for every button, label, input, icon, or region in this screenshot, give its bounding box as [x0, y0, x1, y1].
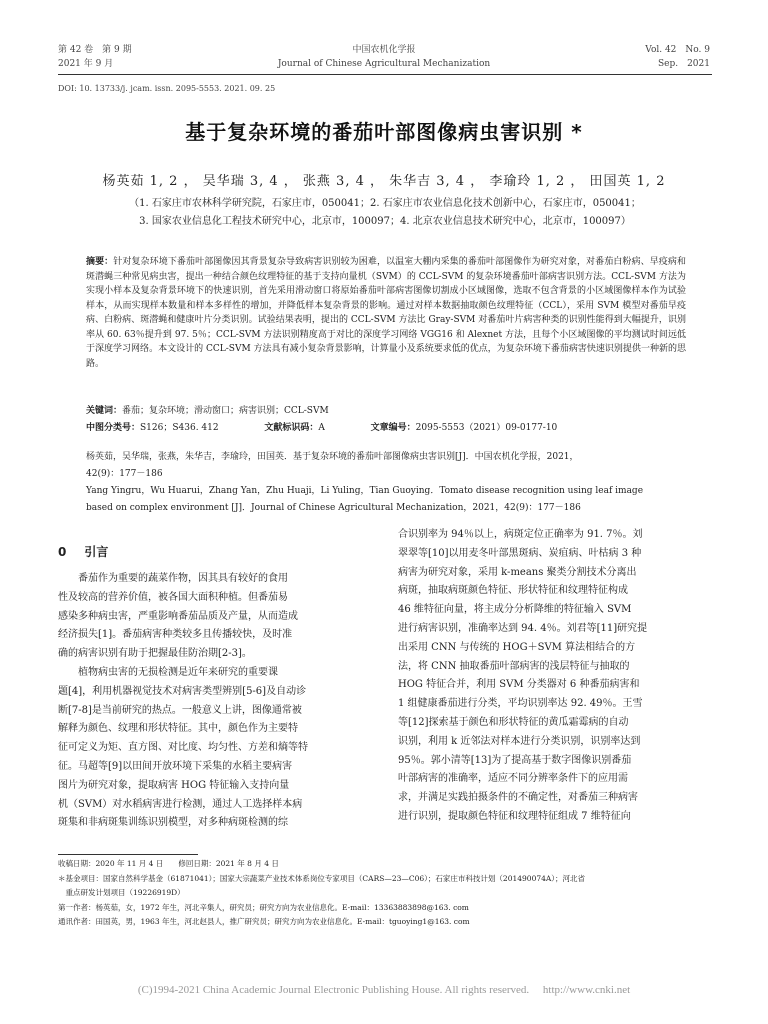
body-text-line: 经济损失[1]。番茄病害种类较多且传播较快，及时准	[58, 629, 293, 641]
body-text-line: 46 维特征向量，将主成分分析降维的特征输入 SVM	[398, 604, 632, 616]
citation-block	[86, 449, 686, 517]
body-text-line: 进行识别，提取颜色特征和纹理特征组成 7 维特征向	[398, 810, 631, 822]
copyright-footer: (C)1994-2021 China Academic Journal Electronic Publishing House. All rights reserved. http://www.cnki.net	[137, 984, 631, 996]
article-no-value: 2095-5553（2021）09-0177-10	[415, 423, 558, 433]
body-text-line: 斑集和非病斑集训练识别模型，对多种病斑检测的综	[58, 817, 288, 829]
citation-cn-line-1: 杨英茹，吴华瑞，张燕，朱华吉，李瑜玲，田国英．基于复杂环境的番茄叶部图像病虫害识别[J]．中国农机化学报，2021，	[86, 452, 579, 462]
body-text-line: 翠翠等[10]以用麦冬叶部黑斑病、炭疽病、叶枯病 3 种	[398, 547, 642, 559]
keywords	[86, 403, 329, 416]
body-text-line: 合识别率为 94％以上，病斑定位正确率为 91. 7％。刘	[398, 529, 643, 540]
body-text-line: 病害为研究对象，采用 k-means 聚类分割技术分离出	[398, 566, 637, 578]
article-no-label: 文章编号：	[370, 423, 416, 433]
clc-value: S126；S436. 412	[140, 423, 219, 433]
keywords-label: 关键词：	[86, 406, 123, 416]
body-text-line: 95％。郭小清等[13]为了提高基于数字图像识别番茄	[398, 754, 632, 766]
body-text-line: 识别，利用 k 近邻法对样本进行分类识别，识别率达到	[398, 735, 641, 747]
left-column	[58, 570, 376, 833]
keywords-text: 番茄；复杂环境；滑动窗口；病害识别；CCL-SVM	[122, 406, 329, 416]
doc-code-label: 文献标识码：	[264, 423, 319, 433]
footnote-line: 第一作者：杨英茹，女，1972 年生，河北辛集人，研究员；研究方向为农业信息化。E-mail：13363883898@163. com	[58, 902, 469, 912]
footnote-line: ＊基金项目：国家自然科学基金（61871041）；国家大宗蔬菜产业技术体系岗位专家项目（CARS—23—C06）；石家庄市科技计划（201490074A）；河北省	[58, 873, 586, 883]
volume-issue: 第 42 卷 第 9 期	[58, 45, 132, 55]
body-text-line: 番茄作为重要的蔬菜作物，因其具有较好的食用	[58, 573, 288, 584]
footnotes	[58, 857, 718, 930]
citation-en-line-1: Yang Yingru，Wu Huarui，Zhang Yan，Zhu Huaji，Li Yuling，Tian Guoying．Tomato disease recognition using leaf image	[86, 486, 644, 496]
author-list: 杨英茹 1, 2 ， 吴华瑞 3, 4 ， 张燕 3, 4 ， 朱华吉 3, 4 ， 李瑜玲 1, 2 ， 田国英 1, 2	[102, 174, 666, 189]
abstract	[86, 255, 686, 371]
body-text-line: 征可定义为矩、直方图、对比度、均匀性、方差和熵等特	[58, 742, 308, 754]
article-title: 基于复杂环境的番茄叶部图像病虫害识别 *	[185, 120, 583, 144]
body-text-line: 叶部病害的准确率，适应不同分辨率条件下的应用需	[398, 773, 628, 785]
doi: DOI: 10. 13733/j. jcam. issn. 2095-5553. 2021. 09. 25	[58, 84, 276, 93]
body-text-line: 病斑，抽取病斑颜色特征、形状特征和纹理特征构成	[398, 585, 628, 597]
body-text-line: 确的病害识别有助于把握最佳防治期[2-3]。	[58, 648, 252, 660]
citation-en-line-2: based on complex environment [J]．Journal of Chinese Agricultural Mechanization，2021，42(9)：177－186	[86, 503, 581, 513]
header-rule	[58, 74, 712, 75]
body-text-line: 感染多种病虫害，严重影响番茄品质及产量，从而造成	[58, 610, 298, 622]
section-title: 引言	[84, 545, 109, 559]
volume-issue-en: Vol. 42 No. 9	[645, 45, 710, 55]
body-text-line: 1 组健康番茄进行分类，平均识别率达 92. 49％。王雪	[398, 698, 643, 710]
section-heading	[58, 543, 108, 560]
body-text-line: 解释为颜色、纹理和形状特征。其中，颜色作为主要特	[58, 723, 298, 735]
body-text-line: 征。马超等[9]以田间开放环境下采集的水稻主要病害	[58, 760, 293, 772]
issue-date-en: Sep. 2021	[657, 59, 710, 69]
journal-name-cn: 中国农机化学报	[352, 45, 416, 55]
body-text-line: 进行病害识别，准确率达到 94. 4％。刘君等[11]研究提	[398, 622, 648, 634]
body-text-line: 求，并满足实践拍摄条件的不确定性，对番茄三种病害	[398, 792, 638, 804]
footnote-line: 收稿日期：2020 年 11 月 4 日 修回日期：2021 年 8 月 4 日	[58, 859, 279, 868]
footnote-line: 重点研发计划项目（19226919D）	[58, 888, 185, 897]
abstract-text: 针对复杂环境下番茄叶部图像因其背景复杂导致病害识别较为困难，以温室大棚内采集的番茄叶部图像作为研究对象，对番茄白粉病、早疫病和斑潜蝇三种常见病虫害，提出一种结合颜色纹理特征的基于支持向量机（SVM）的 CCL-SVM 的复杂环境番茄叶部病害识别方法。CCL-SVM 方法为实现小样本及复杂背景环境下的快速识别，首先采用滑动窗口将原始番茄叶部病害图像切割成小区域图像，选取不包含背景的小区域图像样本作为试验样本，从而实现样本数量和样本多样性的增加，并降低样本复杂背景的影响。通过对样本数据抽取颜色纹理特征（CCL），采用 SVM 模型对番茄早疫病、白粉病、斑潜蝇和健康叶片分类识别。试验结果表明，提出的 CCL-SVM 方法比 Gray-SVM 对番茄叶片病害种类的识别性能得到大幅提升，识别率从 60. 63％提升到 97. 5％；CCL-SVM 方法识别精度高于对比的深度学习网络 VGG16 和 Alexnet 方法，且每个小区域图像的平均测试时间远低于深度学习网络。本文设计的 CCL-SVM 方法具有减小复杂背景影响，计算量小及系统要求低的优点，为复杂环境下番茄病害快速识别提供一种新的思路。	[86, 257, 686, 369]
footnote-line: 通讯作者：田国英，男，1963 年生，河北赵县人，推广研究员；研究方向为农业信息化。E-mail：tguoying1@163. com	[58, 917, 470, 926]
body-text-line: 图片为研究对象，提取病害 HOG 特征输入支持向量	[58, 779, 290, 791]
journal-name-en: Journal of Chinese Agricultural Mechanization	[277, 59, 491, 69]
abstract-label: 摘要：	[86, 257, 114, 267]
section-number: 0	[58, 545, 67, 559]
body-text-line: HOG 特征合并，利用 SVM 分类器对 6 种番茄病害和	[398, 679, 640, 691]
classification-line	[86, 420, 557, 433]
body-text-line: 题[4]，利用机器视觉技术对病害类型辨别[5-6]及自动诊	[58, 685, 307, 697]
body-text-line: 等[12]探索基于颜色和形状特征的黄瓜霜霉病的自动	[398, 716, 629, 728]
body-text-line: 法，将 CNN 抽取番茄叶部病害的浅层特征与抽取的	[398, 660, 630, 672]
body-text-line: 断[7-8]是当前研究的热点。一般意义上讲，图像通常被	[58, 704, 302, 716]
clc-label: 中图分类号：	[86, 423, 141, 433]
issue-date: 2021 年 9 月	[58, 59, 114, 69]
body-text-line: 机（SVM）对水稻病害进行检测，通过人工选择样本病	[58, 798, 303, 810]
footnote-rule	[58, 854, 198, 855]
body-text-line: 出采用 CNN 与传统的 HOG＋SVM 算法相结合的方	[398, 641, 636, 653]
citation-cn-line-2: 42(9)：177－186	[86, 469, 163, 479]
doc-code-value: A	[318, 423, 325, 433]
body-text-line: 植物病虫害的无损检测是近年来研究的重要课	[58, 666, 278, 678]
right-column	[398, 526, 712, 827]
body-text-line: 性及较高的营养价值，被各国大面积种植。但番茄易	[58, 591, 288, 603]
affiliation-line-1: （1. 石家庄市农林科学研究院，石家庄市，050041；2. 石家庄市农业信息化技术创新中心，石家庄市，050041；	[129, 198, 641, 209]
affiliation-line-2: 3. 国家农业信息化工程技术研究中心，北京市，100097；4. 北京农业信息技术研究中心，北京市，100097）	[139, 216, 631, 227]
